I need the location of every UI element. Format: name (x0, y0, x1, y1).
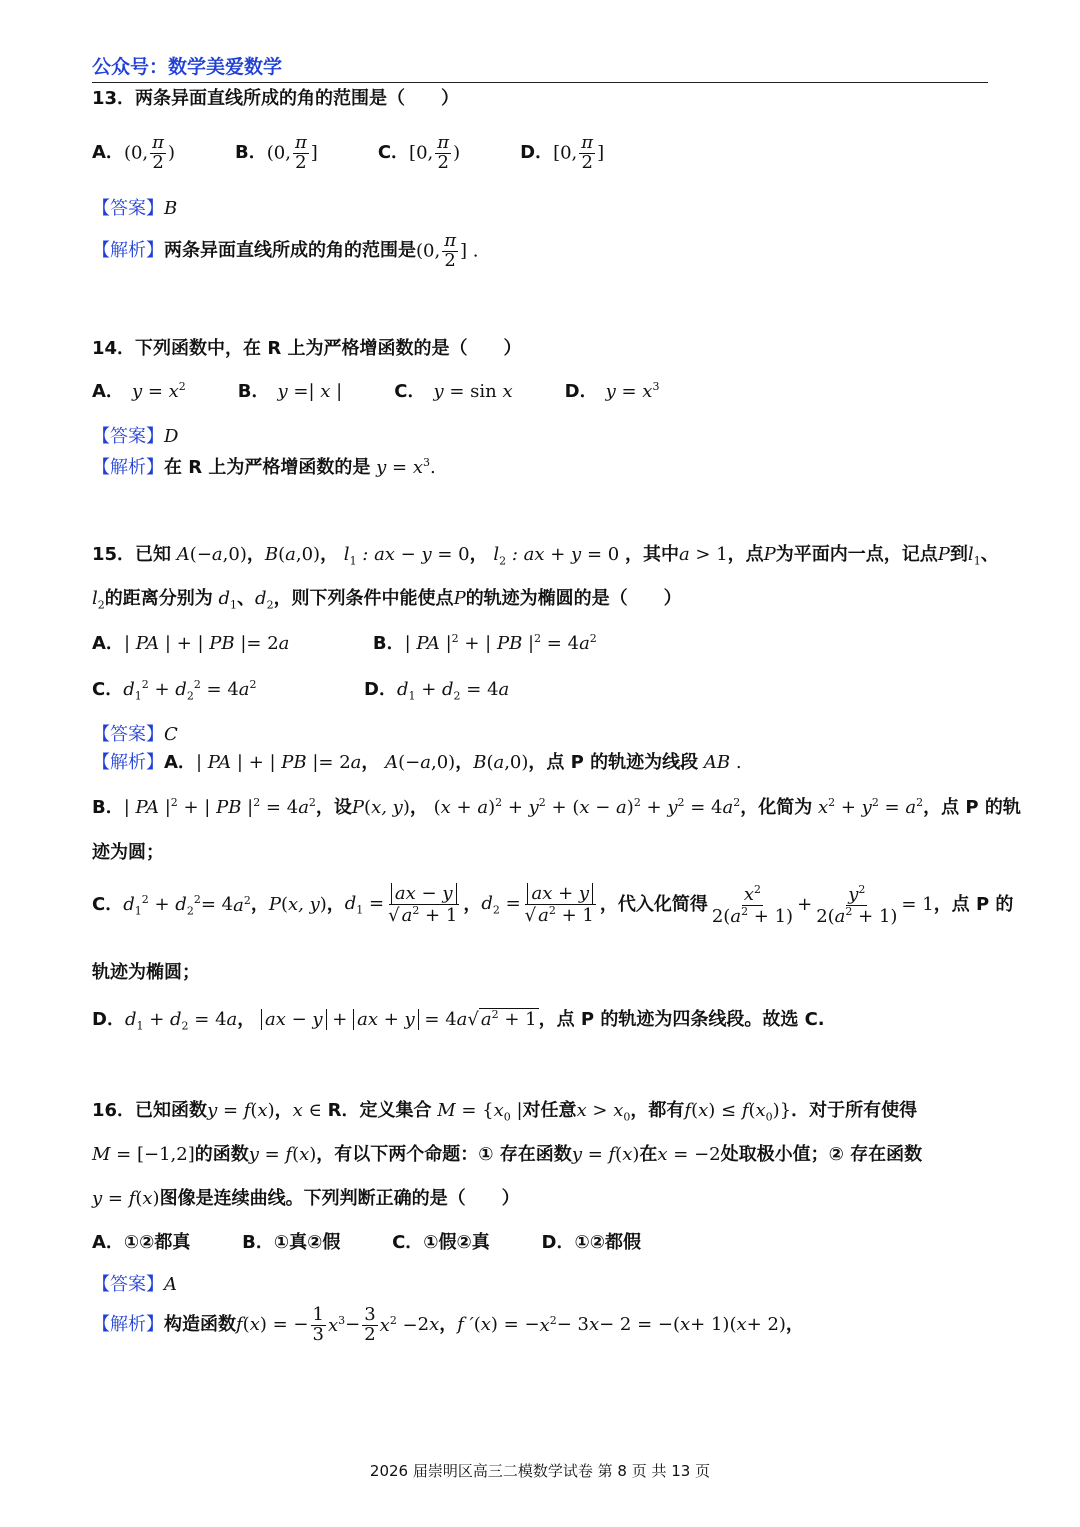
q13-opt-c-math: [0, $\frac{\pi}{2}$ ) (409, 132, 461, 173)
q16-stem-line3: y = f(x)图像是连续曲线。下列判断正确的是（ ） (92, 1188, 520, 1209)
q15-options-cd: C．$d_1^2 + d_2^2 = 4a^2$ D．$d_1 + d_2 = 4a$ (92, 678, 510, 703)
q13-answer: 【答案】B (92, 198, 178, 219)
q16-options: A．①②都真 B．①真②假 C．①假②真 D．①②都假 (92, 1232, 641, 1253)
q16-stem-line1: 16．已知函数y = f(x)，x ∈ R．定义集合 $M = \{x_0$ |对任意$x > x_0$，都有$f(x) \le f(x_0)$}．对于所有使得 (92, 1100, 918, 1124)
q14-analysis: 【解析】在 R 上为严格增函数的是 $y = x^3$. (92, 456, 436, 478)
page-footer: 2026 届崇明区高三二模数学试卷 第 8 页 共 13 页 (369, 1462, 711, 1480)
q13-opt-c: C． (377, 142, 410, 164)
q15-analysis-c2: 轨迹为椭圆； (92, 962, 200, 983)
q13-options (92, 134, 604, 173)
q13-opt-a: A． (92, 142, 124, 164)
q15-analysis-c: C． $d_1^2 + d_2^2$ = 4 $a^2$ ， P ( x, y ) ， $d_1$ = $\frac{ax - y}{√ a^2 + 1}$ ， $d_2$ = $\frac{ax + y}{√ a^2 + 1}$ ，代入化简得 $\frac{x^2}{2(a^2 + 1)}$ + $\frac{y^2}{2(a^2 + 1)}$ = 1 ，点 P 的 (92, 883, 1014, 927)
q13-opt-d: D． (520, 142, 554, 164)
q13-opt-b-math: (0, $\frac{\pi}{2}$ ] (266, 132, 318, 173)
q16-analysis: 【解析】 构造函数 f ( x ) = − $\frac{1}{3}$ $x^3$ − $\frac{3}{2}$ $x^2$ − 2 x ， f ′ ( x ) = − $x^2$ − 3 x − 2 = −( x + 1)( x + 2) ， (92, 1304, 804, 1345)
q15-answer: 【答案】C (92, 724, 178, 745)
header-rule (92, 82, 988, 83)
q16-answer: 【答案】A (92, 1274, 177, 1295)
q15-analysis-a: 【解析】A．| PA | + | PB |= 2a， A(−a,0)，B(a,0)，点 P 的轨迹为线段 AB . (92, 752, 742, 773)
q13-opt-b: B． (235, 142, 267, 164)
q15-analysis-b: B．| PA $|^2$ + | PB $|^2 = 4a^2$，设P(x, y)， $(x + a)^2 + y^2 + (x - a)^2 + y^2 = 4a^2$，化简为 $x^2 + y^2 = a^2$，点 P 的轨 (92, 796, 1021, 818)
q14-stem: 14．下列函数中，在 R 上为严格增函数的是（ ） (92, 338, 522, 359)
q15-options-ab: A．| PA | + | PB |= 2a B．| PA $|^2$ + | PB $|^2 = 4a^2$ (92, 632, 597, 654)
q14-answer: 【答案】D (92, 426, 179, 447)
q15-analysis-b2: 迹为圆； (92, 842, 164, 863)
q13-opt-a-math: (0, $\frac{\pi}{2}$ ) (123, 132, 176, 173)
q13-analysis: 【解析】 两条异面直线所成的角的范围是 (0, $\frac{\pi}{2}$ ] . (92, 230, 479, 271)
q15-stem-line2: $l_2$的距离分别为 $d_1$、$d_2$，则下列条件中能使点P的轨迹为椭圆的是（ ） (92, 588, 682, 612)
q16-stem-line2: M = [−1,2]的函数y = f(x)，有以下两个命题：① 存在函数y = f(x)在x = −2处取极小值；② 存在函数 (92, 1144, 923, 1165)
q13-opt-d-math: [0, $\frac{\pi}{2}$ ] (553, 132, 605, 173)
q15-stem-line1: 15．已知 A(−a,0)，B(a,0)， $l_1$ : ax − y = 0， $l_2$ : ax + y = 0 ，其中a > 1，点P为平面内一点，记点P到$l_1$、 (92, 544, 999, 568)
q14-options: A． $y = x^2$ B． y =| x | C． y = sin x D． $y = x^3$ (92, 380, 660, 402)
header-title: 公众号：数学美爱数学 (92, 56, 283, 78)
q15-analysis-d: D．$d_1 + d_2 = 4a$， ax − y + ax + y = 4a√ $a^2 + 1$ ，点 P 的轨迹为四条线段。故选 C. (92, 1008, 825, 1033)
q13-stem: 13．两条异面直线所成的角的范围是（ ） (92, 88, 460, 109)
